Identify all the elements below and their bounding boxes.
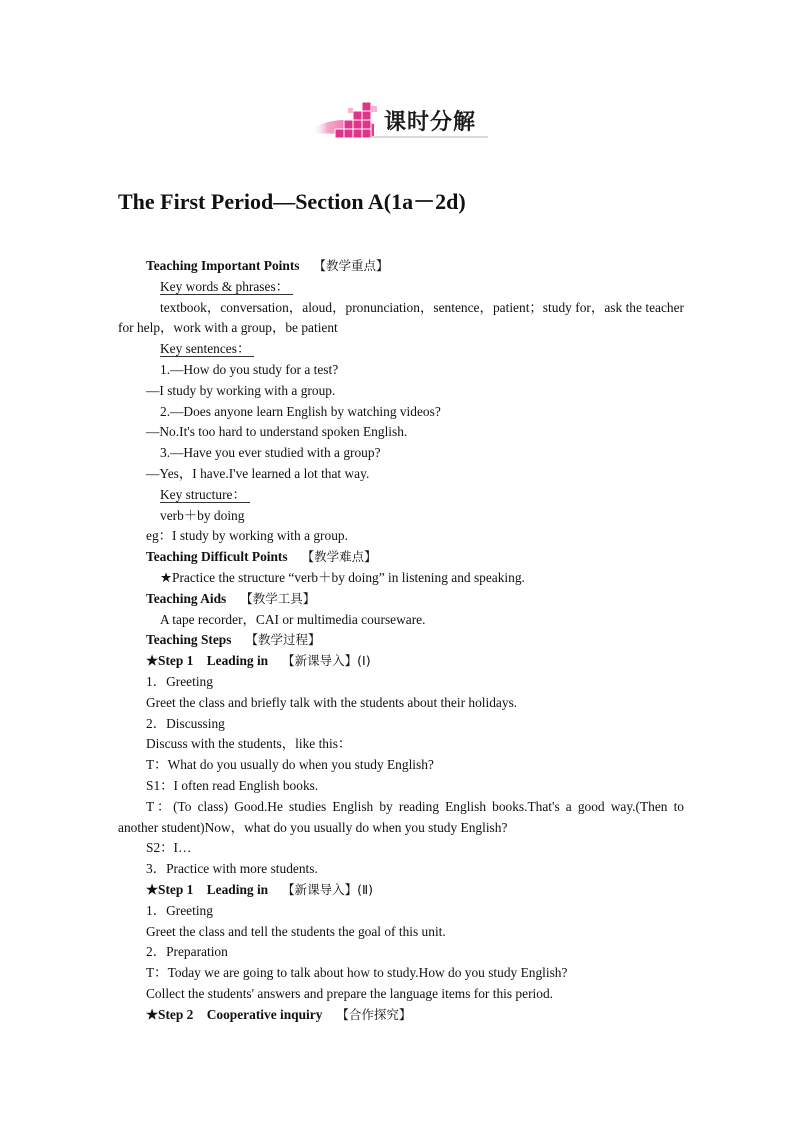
- step-line: Discuss with the students，like this：: [146, 736, 352, 752]
- sentence-line: 2.—Does anyone learn English by watching videos?: [160, 403, 441, 419]
- key-sentences-label: Key sentences：: [118, 339, 684, 360]
- difficult-points-text: ★Practice the structure “verb＋by doing” in listening and speaking.: [160, 569, 525, 585]
- teaching-steps-heading: Teaching Steps 【教学过程】: [146, 632, 321, 648]
- step-line: T：(To class) Good.He studies English by reading English books.That's a good way.(Then to another student)Now，what do you usually do when you study English?: [118, 798, 684, 835]
- sentence-line: 3.—Have you ever studied with a group?: [160, 445, 381, 461]
- teaching-aids-text: A tape recorder，CAI or multimedia courseware.: [160, 611, 426, 627]
- step-heading: ★Step 1 Leading in 【新课导入】(Ⅱ): [146, 881, 374, 897]
- step-line: S1：I often read English books.: [146, 777, 319, 793]
- key-structure-label: Key structure：: [118, 485, 684, 506]
- step-line: 3．Practice with more students.: [146, 861, 318, 877]
- step-line: 1．Greeting: [146, 902, 213, 918]
- step-line: 1．Greeting: [146, 673, 213, 689]
- step-line: 2．Preparation: [146, 944, 228, 960]
- key-structure-text: verb＋by doing: [160, 507, 245, 523]
- sentence-line: 1.—How do you study for a test?: [160, 361, 339, 377]
- step-line: 2．Discussing: [146, 715, 225, 731]
- banner-title: 课时分解: [384, 110, 477, 135]
- sentence-line: —Yes，I have.I've learned a lot that way.: [146, 465, 370, 481]
- step-heading: ★Step 1 Leading in 【新课导入】(Ⅰ): [146, 653, 371, 669]
- sentence-line: —I study by working with a group.: [146, 382, 336, 398]
- difficult-points-heading: Teaching Difficult Points 【教学难点】: [146, 549, 377, 565]
- step-line: Collect the students' answers and prepare the language items for this period.: [146, 985, 553, 1001]
- key-words-text: textbook，conversation，aloud，pronunciation，sentence，patient；study for，ask the teacher for help，work with a group，be patient: [118, 299, 684, 336]
- step-heading: ★Step 2 Cooperative inquiry 【合作探究】: [146, 1006, 412, 1022]
- important-points-heading: Teaching Important Points 【教学重点】: [146, 258, 389, 273]
- step-line: T：Today we are going to talk about how to study.How do you study English?: [146, 965, 568, 981]
- page-title: The First Period—Section A(1a－2d): [118, 189, 466, 214]
- step-line: Greet the class and briefly talk with the students about their holidays.: [146, 694, 518, 710]
- document-body: [118, 256, 684, 1025]
- key-words-label: Key words & phrases：: [118, 277, 684, 298]
- example-line: eg：I study by working with a group.: [146, 528, 348, 544]
- step-line: T：What do you usually do when you study English?: [146, 757, 434, 773]
- section-banner: [310, 96, 490, 146]
- teaching-aids-heading: Teaching Aids 【教学工具】: [146, 590, 316, 606]
- sentence-line: —No.It's too hard to understand spoken English.: [146, 424, 408, 440]
- step-line: Greet the class and tell the students the goal of this unit.: [146, 923, 446, 939]
- step-line: S2：I…: [146, 840, 192, 856]
